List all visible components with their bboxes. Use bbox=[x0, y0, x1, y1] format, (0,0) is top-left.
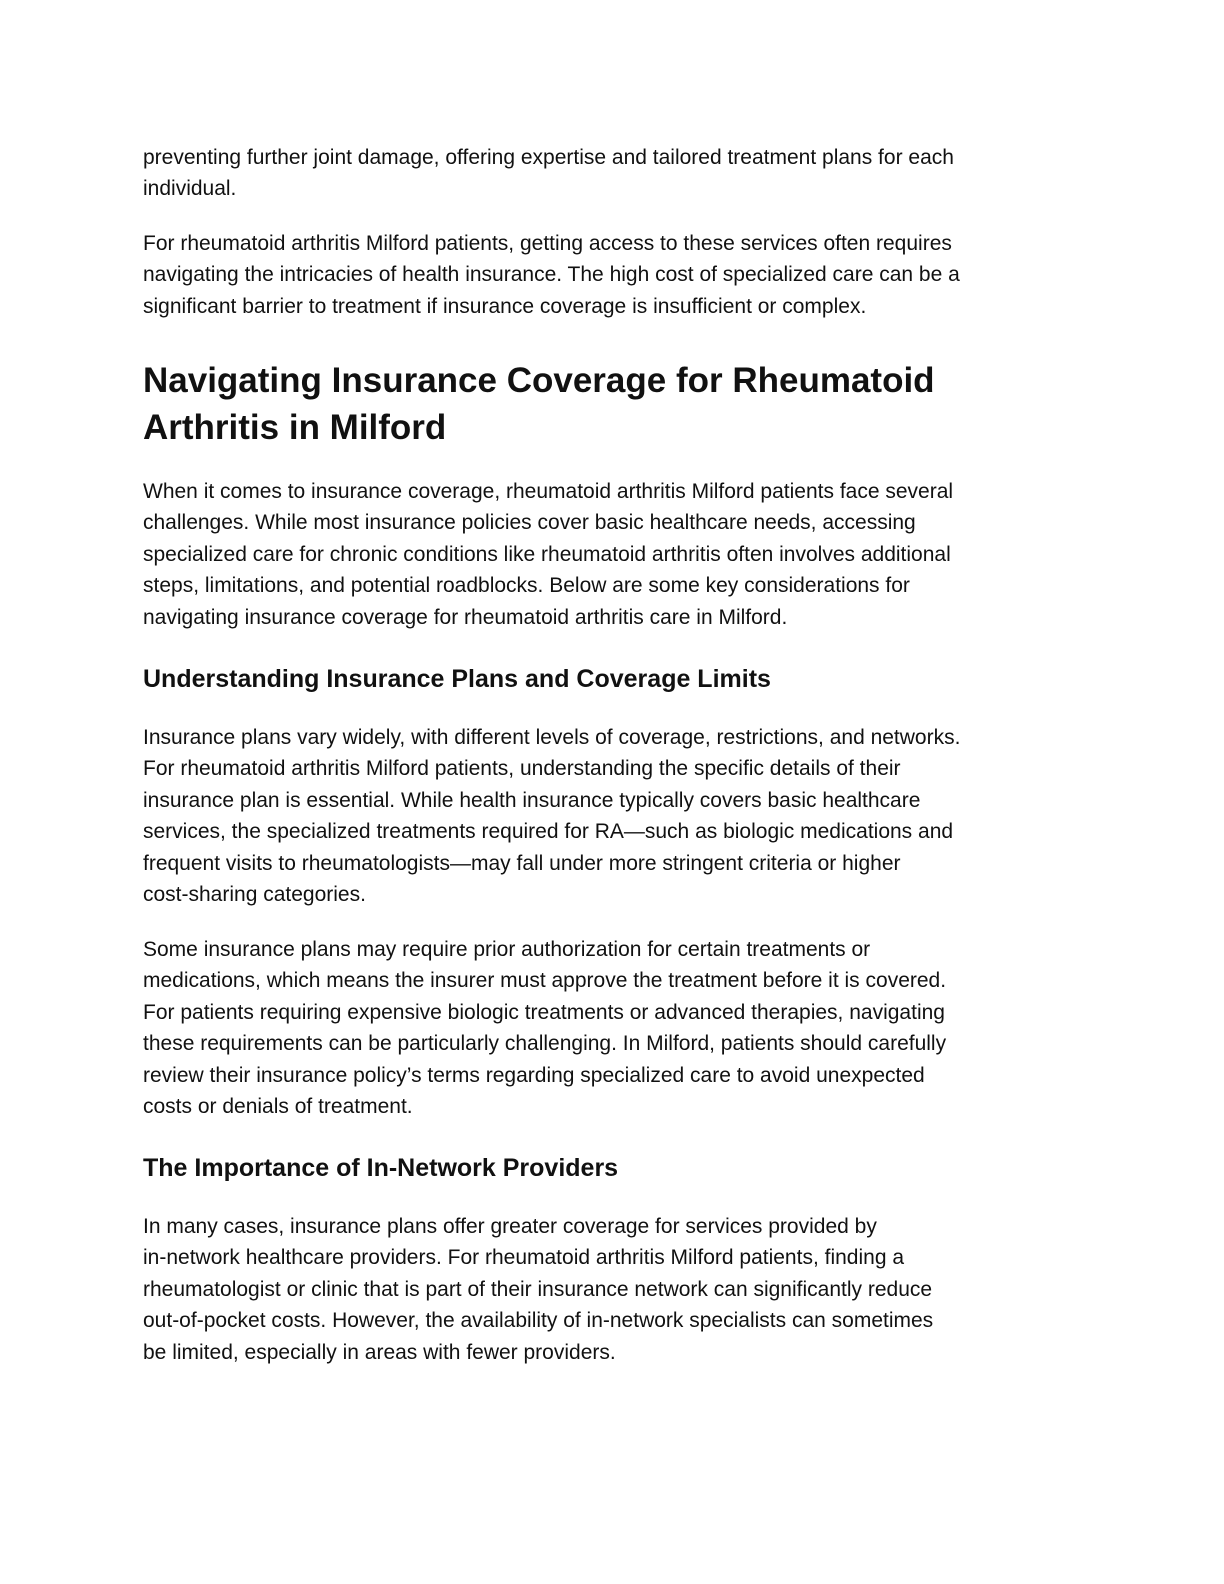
text-line: in-network healthcare providers. For rheumatoid arthritis Milford patients, finding a bbox=[143, 1246, 905, 1270]
paragraph-plans-vary bbox=[143, 722, 960, 910]
text-line: out-of-pocket costs. However, the availability of in-network specialists can sometimes bbox=[143, 1309, 934, 1333]
text-line: For rheumatoid arthritis Milford patients, getting access to these services often requires bbox=[143, 232, 952, 255]
text-line: Arthritis in Milford bbox=[143, 408, 447, 447]
text-line: medications, which means the insurer must approve the treatment before it is covered. bbox=[143, 969, 947, 993]
text-line: Understanding Insurance Plans and Coverage Limits bbox=[143, 665, 771, 693]
text-line: When it comes to insurance coverage, rheumatoid arthritis Milford patients face several bbox=[143, 480, 954, 503]
paragraph-insurance-challenges bbox=[143, 476, 953, 633]
paragraph-continued-intro bbox=[143, 142, 954, 205]
text-line: cost-sharing categories. bbox=[143, 883, 366, 907]
heading-navigating-insurance bbox=[143, 357, 935, 451]
text-line: review their insurance policy’s terms regarding specialized care to avoid unexpected bbox=[143, 1063, 925, 1087]
text-line: navigating insurance coverage for rheumatoid arthritis care in Milford. bbox=[143, 605, 788, 629]
text-line: navigating the intricacies of health insurance. The high cost of specialized care can be a bbox=[143, 263, 960, 287]
text-line: insurance plan is essential. While health insurance typically covers basic healthcare bbox=[143, 788, 921, 812]
text-line: Some insurance plans may require prior authorization for certain treatments or bbox=[143, 938, 871, 961]
paragraph-access-services bbox=[143, 228, 960, 322]
text-line: preventing further joint damage, offering expertise and tailored treatment plans for each bbox=[143, 146, 954, 169]
text-line: The Importance of In-Network Providers bbox=[143, 1154, 619, 1182]
text-line: For rheumatoid arthritis Milford patients, understanding the specific details of their bbox=[143, 757, 901, 781]
text-line: be limited, especially in areas with fewer providers. bbox=[143, 1340, 616, 1364]
text-line: costs or denials of treatment. bbox=[143, 1095, 413, 1119]
text-line: steps, limitations, and potential roadblocks. Below are some key considerations for bbox=[143, 574, 910, 598]
heading-understanding-plans bbox=[143, 663, 771, 695]
paragraph-in-network bbox=[143, 1211, 933, 1368]
text-line: services, the specialized treatments required for RA—such as biologic medications and bbox=[143, 820, 954, 844]
paragraph-prior-authorization bbox=[143, 934, 946, 1122]
heading-in-network-providers bbox=[143, 1152, 618, 1184]
text-line: frequent visits to rheumatologists—may fall under more stringent criteria or higher bbox=[143, 851, 901, 875]
text-line: specialized care for chronic conditions like rheumatoid arthritis often involves additional bbox=[143, 542, 951, 566]
text-line: individual. bbox=[143, 177, 237, 201]
text-line: For patients requiring expensive biologic treatments or advanced therapies, navigating bbox=[143, 1000, 945, 1024]
text-line: significant barrier to treatment if insurance coverage is insufficient or complex. bbox=[143, 294, 867, 318]
text-line: Insurance plans vary widely, with different levels of coverage, restrictions, and networks. bbox=[143, 726, 961, 749]
text-line: challenges. While most insurance policies cover basic healthcare needs, accessing bbox=[143, 511, 916, 535]
text-line: In many cases, insurance plans offer greater coverage for services provided by bbox=[143, 1215, 877, 1238]
text-line: rheumatologist or clinic that is part of their insurance network can significantly reduce bbox=[143, 1277, 933, 1301]
text-line: Navigating Insurance Coverage for Rheumatoid bbox=[143, 361, 935, 400]
text-line: these requirements can be particularly challenging. In Milford, patients should carefully bbox=[143, 1032, 947, 1056]
